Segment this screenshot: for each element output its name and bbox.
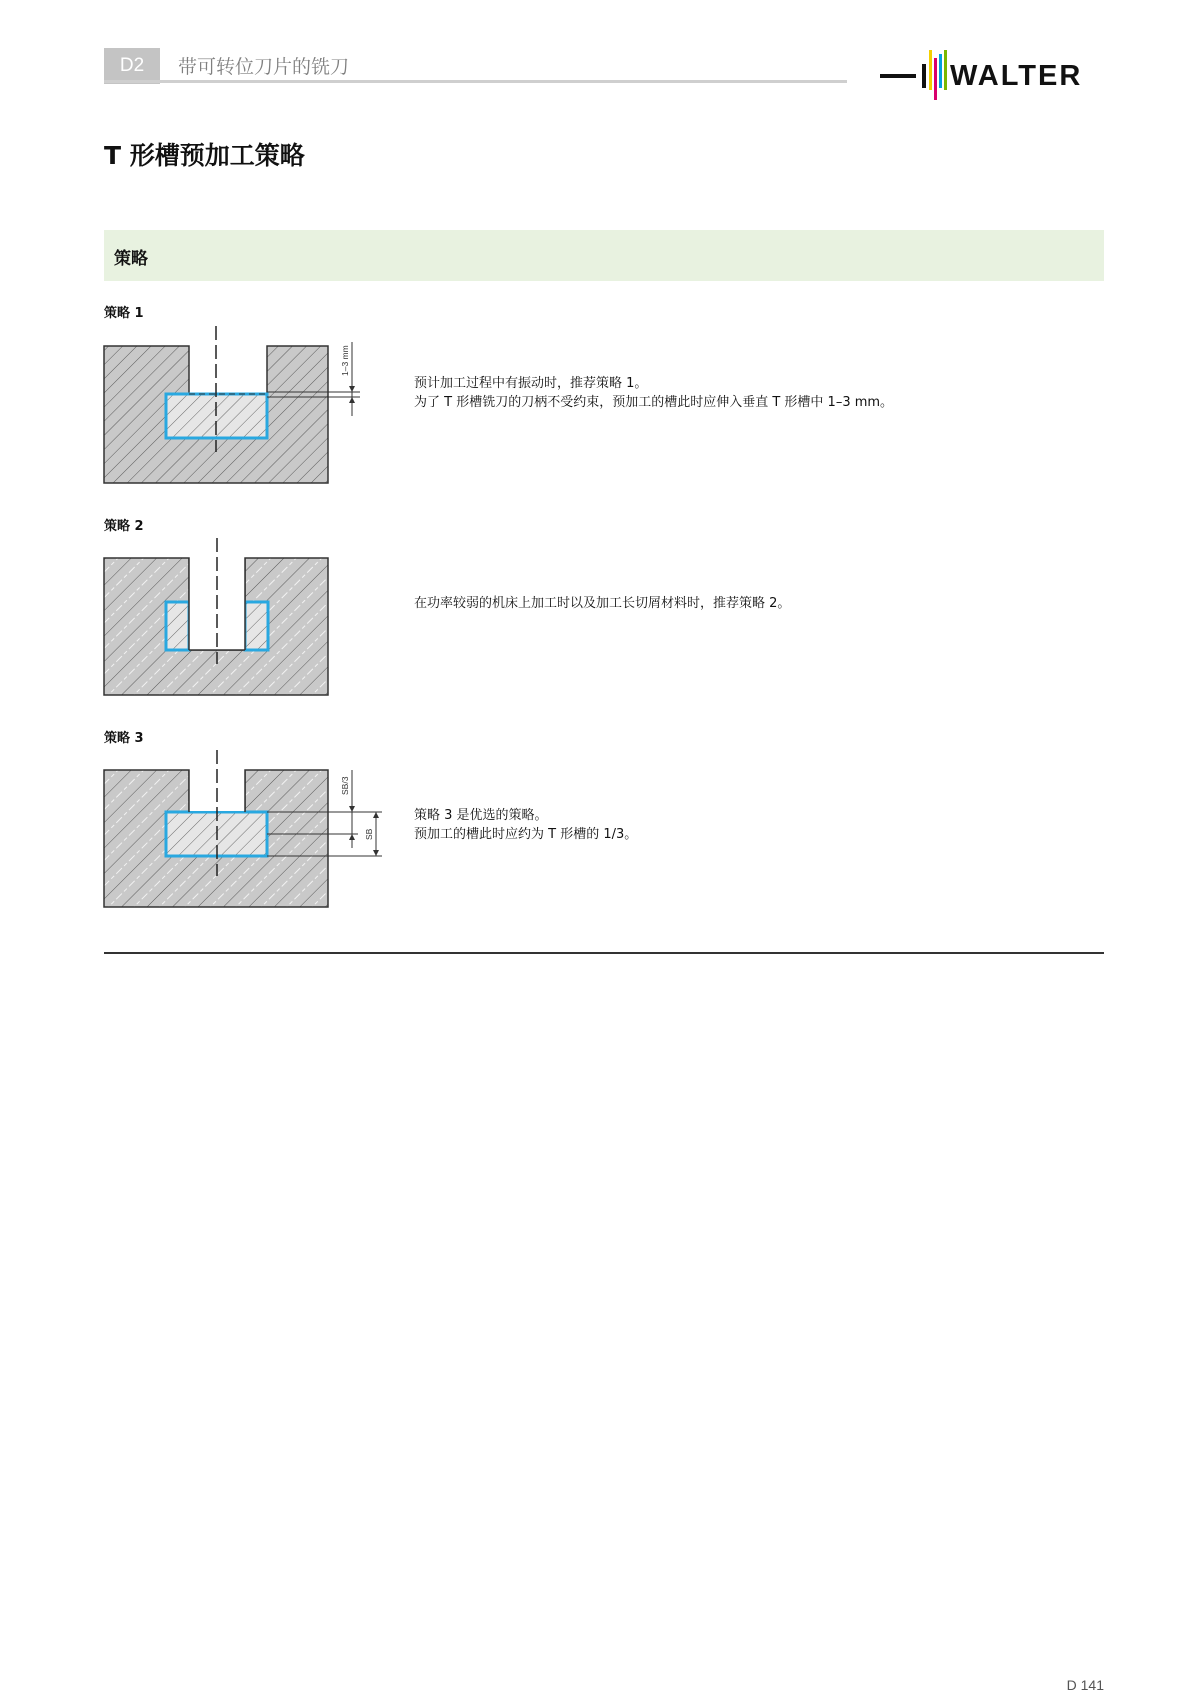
header-rule [104,80,847,83]
logo-bar-black [922,64,926,88]
walter-logo [880,44,1106,104]
strategy-2-label: 策略 2 [104,519,144,534]
logo-bar-magenta [934,58,937,100]
logo-bar-green [944,50,947,90]
strategy-3-line-1: 策略 3 是优选的策略。 [414,808,548,823]
strategy-3-label: 策略 3 [104,731,144,746]
section-label: 策略 [114,249,148,269]
pre-machined-pocket-left [166,602,189,650]
dim-label-sb3: SB/3 [340,776,350,795]
logo-bar-yellow [929,50,932,90]
dim-arrow-bottom [349,397,355,403]
strategy-3-line-2: 预加工的槽此时应约为 T 形槽的 1/3。 [414,827,638,842]
strategy-1-label: 策略 1 [104,306,144,321]
dim-arrow-sb3-top [349,806,355,812]
strategy-2-diagram [100,538,400,698]
strategy-1-line-1: 预计加工过程中有振动时，推荐策略 1。 [414,376,648,391]
dim-arrow-sb-top [373,812,379,818]
logo-wordmark: WALTER [950,60,1083,92]
strategy-2-line-1: 在功率较弱的机床上加工时以及加工长切屑材料时，推荐策略 2。 [414,596,791,611]
section-bar [104,230,1104,281]
pre-machined-pocket-right [245,602,268,650]
dim-arrow-top [349,386,355,392]
footer-rule [104,952,1104,954]
strategy-1-diagram [100,326,400,486]
chapter-badge: D2 [104,48,160,84]
logo-dash [880,74,916,78]
page-number: D 141 [1066,1677,1104,1693]
strategy-1-description [414,374,893,412]
dim-label-sb: SB [364,828,374,840]
logo-bar-cyan [939,54,942,88]
chapter-title: 带可转位刀片的铣刀 [178,56,350,78]
dim-arrow-sb-bottom [373,850,379,856]
dim-arrow-sb3-bottom [349,834,355,840]
strategy-2-description [414,594,790,613]
strategy-3-description [414,806,637,844]
strategy-3-diagram [100,750,400,910]
dim-label-1-3mm: 1–3 mm [340,345,350,376]
page-title: T 形槽预加工策略 [104,141,305,170]
strategy-1-line-2: 为了 T 形槽铣刀的刀柄不受约束，预加工的槽此时应伸入垂直 T 形槽中 1–3 mm。 [414,395,894,410]
